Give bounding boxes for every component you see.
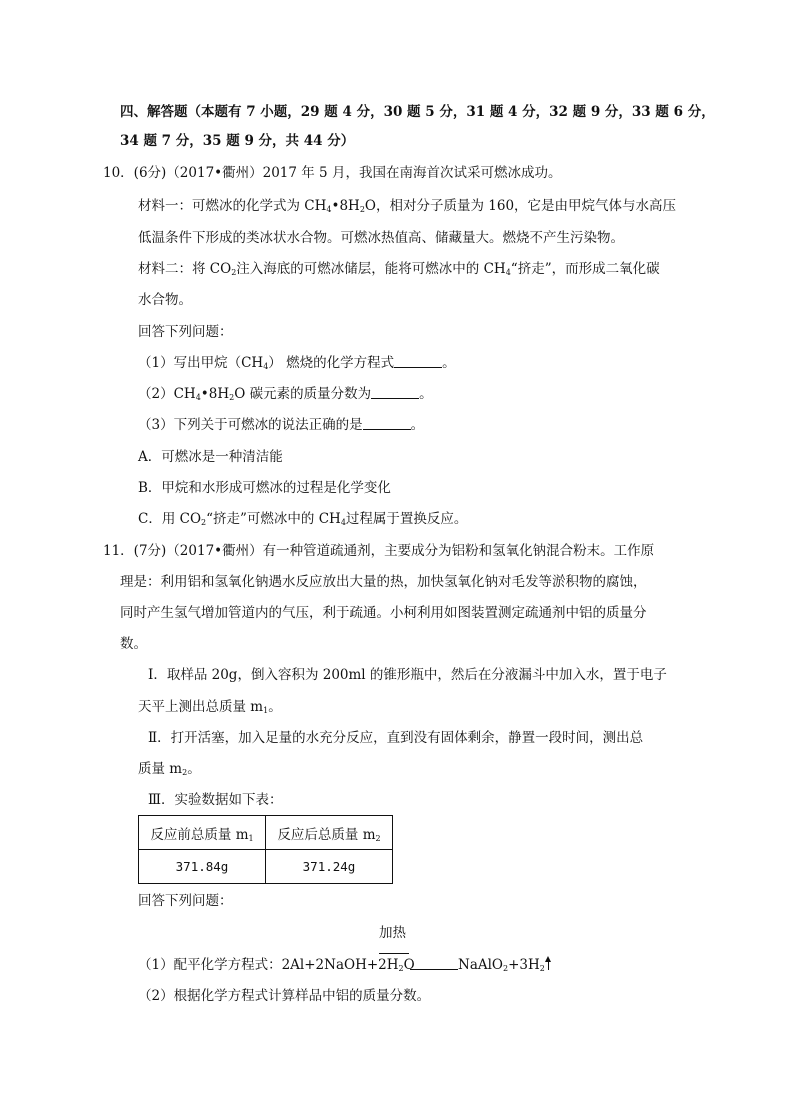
section-heading-line2: 34 题 7 分，35 题 9 分，共 44 分） (120, 133, 355, 149)
table-header-row (139, 816, 393, 850)
q11-line3: 同时产生氢气增加管道内的气压，利于疏通。小柯利用如图装置测定疏通剂中铝的质量分 (120, 605, 647, 621)
q11-step3: Ⅲ．实验数据如下表： (148, 792, 283, 808)
q10-material1-line2: 低温条件下形成的类冰状水合物。可燃冰热值高、储藏量大。燃烧不产生污染物。 (138, 230, 624, 246)
q11-part2: （2）根据化学方程式计算样品中铝的质量分数。 (138, 988, 431, 1004)
gas-arrow-icon (548, 959, 549, 970)
q10-part2: $(2)CH_4•8H_2O$ 碳元素的质量分数为 。 (138, 386, 433, 402)
q11-line2: 理是：利用铝和氢氧化钠遇水反应放出大量的热，加快氢氧化钠对毛发等淤积物的腐蚀， (120, 574, 647, 590)
reaction-condition: 加热 (379, 925, 406, 941)
q11-equation: （1）配平化学方程式：$2Al+2NaOH+2H_2O$ (138, 957, 415, 973)
q11-line4: 数。 (120, 636, 147, 652)
q10-part1: （1）写出甲烷$(CH_4)$ 燃烧的化学方程式 。 (138, 355, 456, 371)
q10-part3: （3）下列关于可燃冰的说法正确的是 。 (138, 417, 425, 433)
condition-line (379, 953, 409, 954)
table-row (139, 850, 393, 884)
q11-step1-line2: 天平上测出总质量 $m_1$。 (138, 699, 282, 715)
q11-prompt: 回答下列问题： (138, 893, 233, 909)
q11-step2-line1: Ⅱ．打开活塞，加入足量的水充分反应，直到没有固体剩余，静置一段时间，测出总 (148, 730, 644, 746)
answer-blank[interactable] (371, 384, 419, 399)
answer-blank[interactable] (394, 353, 442, 368)
data-table (138, 815, 393, 884)
table-header-cell: 反应前总质量 $m_1$ (139, 816, 266, 850)
q10-material2-line1: 材料二：将 $CO_2$注入海底的可燃冰储层，能将可燃冰中的 $CH_4“$挤走”，而形成二氧化碳 (138, 261, 660, 277)
answer-blank[interactable] (363, 415, 411, 430)
table-header-cell: 反应后总质量 $m_2$ (266, 816, 393, 850)
q11-step2-line2: 质量 $m_2$。 (138, 761, 201, 777)
table-cell: 371.84g (139, 850, 266, 884)
section-heading-line1: 四、解答题（本题有 7 小题，29 题 4 分，30 题 5 分，31 题 4 分，32 题 9 分，33 题 6 分， (120, 104, 715, 120)
q11-header: 11．(7分)（2017•衢州）有一种管道疏通剂，主要成分为铝粉和氢氧化钠混合粉末。工作原 (103, 543, 655, 559)
q10-header: 10．(6分)（2017•衢州）2017 年 5 月，我国在南海首次试采可燃冰成功。 (103, 165, 562, 181)
q10-material2-line2: 水合物。 (138, 292, 192, 308)
q10-material1-line1: 材料一：可燃冰的化学式为 $CH_4•8H_2O$，相对分子质量为 160，它是由甲烷气体与水高压 (138, 198, 677, 214)
table-cell: 371.24g (266, 850, 393, 884)
q10-prompt: 回答下列问题： (138, 324, 233, 340)
q10-option-b: B．甲烷和水形成可燃冰的过程是化学变化 (138, 480, 391, 496)
q10-option-c: C．用 $CO_2“$挤走”可燃冰中的 $CH_4$过程属于置换反应。 (138, 511, 468, 527)
answer-blank[interactable] (410, 955, 458, 970)
q11-step1-line1: Ⅰ．取样品 20g，倒入容积为 200ml 的锥形瓶中，然后在分液漏斗中加入水，置于电子 (148, 667, 667, 683)
q11-equation-products: $NaAlO_2+3H_2$ (410, 955, 549, 979)
q10-option-a: A．可燃冰是一种清洁能 (138, 449, 283, 465)
